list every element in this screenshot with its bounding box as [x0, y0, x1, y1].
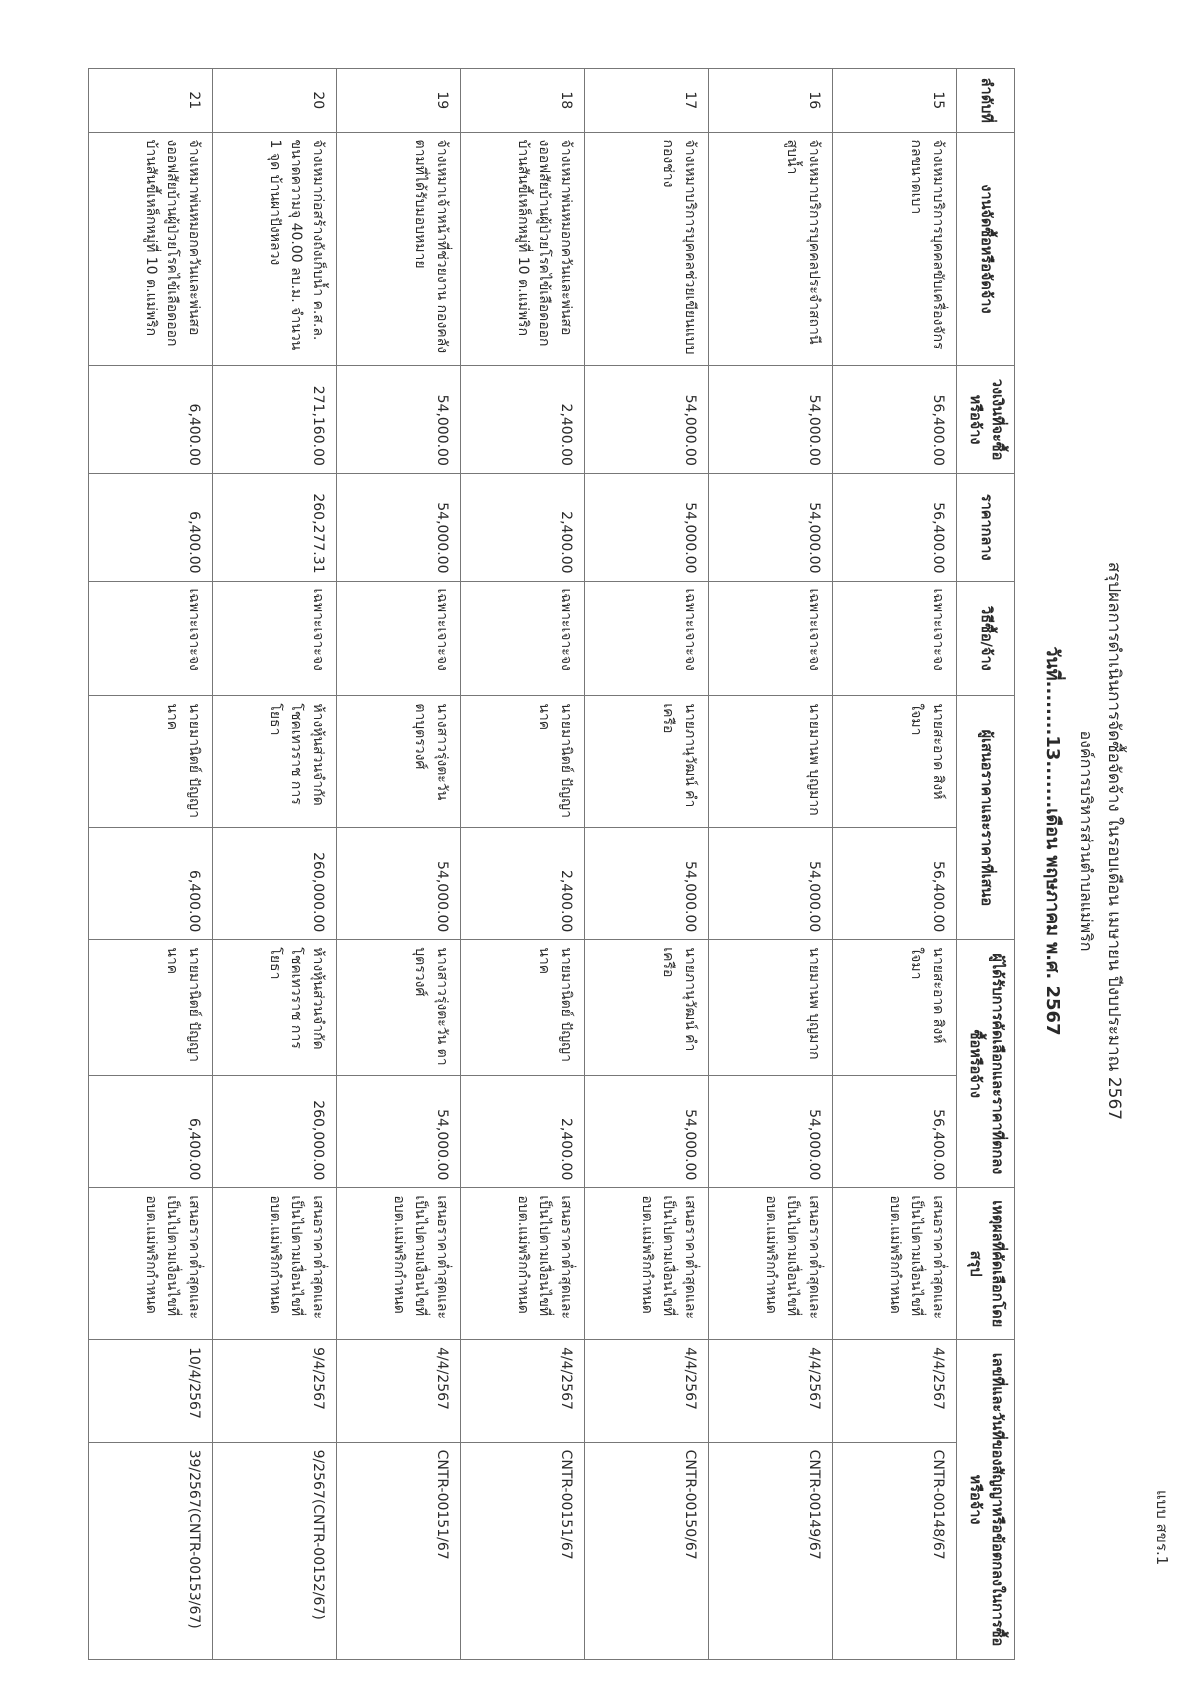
- row-median: 260,277.31: [213, 473, 337, 581]
- row-item: จ้างเหมาเจ้าหน้าที่ช่วยงาน กองคลัง ตามที่ได้รับมอบหมาย: [337, 132, 461, 366]
- table-row: [709, 69, 833, 1660]
- table-header-row: [957, 69, 1015, 1660]
- row-bidder-price: 54,000.00: [585, 827, 709, 940]
- row-method: เฉพาะเจาะจง: [709, 581, 833, 696]
- row-number: 15: [833, 69, 957, 133]
- row-contract-no: 39/2567(CNTR-00153/67): [89, 1442, 213, 1659]
- row-number: 17: [585, 69, 709, 133]
- row-number: 19: [337, 69, 461, 133]
- row-median: 54,000.00: [585, 473, 709, 581]
- report-date: วันที่........13.......เดือน พฤษภาคม พ.ศ. 2567: [1042, 646, 1063, 1036]
- row-median: 6,400.00: [89, 473, 213, 581]
- table-row: [585, 69, 709, 1660]
- row-contract-date: 4/4/2567: [461, 1340, 585, 1443]
- row-reason: เสนอราคาต่ำสุดและเป็นไปตามเงื่อนไขที่ อบต.แม่พริกกำหนด: [709, 1188, 833, 1340]
- row-contract-no: CNTR-00150/67: [585, 1442, 709, 1659]
- row-winner-name: ห้างหุ้นส่วนจำกัด โชคเทวราช การโยธา: [213, 940, 337, 1075]
- row-reason: เสนอราคาต่ำสุดและเป็นไปตามเงื่อนไขที่ อบต.แม่พริกกำหนด: [833, 1188, 957, 1340]
- header-winner: ผู้ได้รับการคัดเลือกและราคาที่ตกลงซื้อหรือจ้าง: [957, 940, 1015, 1188]
- row-method: เฉพาะเจาะจง: [213, 581, 337, 696]
- row-method: เฉพาะเจาะจง: [585, 581, 709, 696]
- header-no: ลำดับที่: [957, 69, 1015, 133]
- header-method: วิธีซื้อ/จ้าง: [957, 581, 1015, 696]
- row-contract-date: 10/4/2567: [89, 1340, 213, 1443]
- row-median: 54,000.00: [337, 473, 461, 581]
- header-budget: วงเงินที่จะซื้อหรือจ้าง: [957, 366, 1015, 474]
- row-number: 16: [709, 69, 833, 133]
- row-reason: เสนอราคาต่ำสุดและเป็นไปตามเงื่อนไขที่ อบต.แม่พริกกำหนด: [337, 1188, 461, 1340]
- row-budget: 56,400.00: [833, 366, 957, 474]
- row-contract-date: 4/4/2567: [337, 1340, 461, 1443]
- row-winner-name: นางสาวรุ่งตะวัน ตาบุตรวงศ์: [337, 940, 461, 1075]
- row-budget: 2,400.00: [461, 366, 585, 474]
- row-median: 56,400.00: [833, 473, 957, 581]
- row-winner-name: นายภานุวัฒน์ คำเครือ: [585, 940, 709, 1075]
- table-row: [213, 69, 337, 1660]
- row-contract-date: 4/4/2567: [585, 1340, 709, 1443]
- row-reason: เสนอราคาต่ำสุดและเป็นไปตามเงื่อนไขที่ อบต.แม่พริกกำหนด: [213, 1188, 337, 1340]
- procurement-table: [88, 68, 1015, 1660]
- row-bidder-name: นายมานิตย์ ปัญญานาค: [461, 696, 585, 827]
- row-bidder-name: นายมานพ บุญมาก: [709, 696, 833, 827]
- row-contract-date: 4/4/2567: [709, 1340, 833, 1443]
- row-bidder-name: ห้างหุ้นส่วนจำกัด โชคเทวราช การโยธา: [213, 696, 337, 827]
- row-contract-no: CNTR-00151/67: [461, 1442, 585, 1659]
- table-row: [337, 69, 461, 1660]
- header-contract: เลขที่และวันที่ของสัญญาหรือข้อตกลงในการซื้อหรือจ้าง: [957, 1340, 1015, 1660]
- row-item: จ้างเหมาบริการบุคคลช่วยเขียนแบบ กองช่าง: [585, 132, 709, 366]
- report-title: สรุปผลการดำเนินการจัดซื้อจัดจ้าง ในรอบเดือน เมษายน ปีงบประมาณ 2567: [1104, 561, 1124, 1121]
- row-number: 21: [89, 69, 213, 133]
- row-contract-date: 9/4/2567: [213, 1340, 337, 1443]
- row-winner-price: 2,400.00: [461, 1075, 585, 1188]
- row-winner-price: 54,000.00: [585, 1075, 709, 1188]
- row-item: จ้างเหมาพ่นหมอกควันและพ่นสองออฟสัยบ้านผู้ป่วยโรคไข้เลือดออกบ้านสันขี้เหล็กหมู่ที่ 10 ต.แม่พริก: [461, 132, 585, 366]
- row-winner-name: นายสะอาด สิงห์ใจมา: [833, 940, 957, 1075]
- row-bidder-name: นายภานุวัฒน์ คำเครือ: [585, 696, 709, 827]
- row-winner-price: 54,000.00: [709, 1075, 833, 1188]
- row-bidder-price: 54,000.00: [337, 827, 461, 940]
- row-number: 20: [213, 69, 337, 133]
- row-median: 2,400.00: [461, 473, 585, 581]
- row-winner-price: 260,000.00: [213, 1075, 337, 1188]
- row-bidder-name: นายมานิตย์ ปัญญานาค: [89, 696, 213, 827]
- row-winner-price: 6,400.00: [89, 1075, 213, 1188]
- table-row: [89, 69, 213, 1660]
- row-budget: 6,400.00: [89, 366, 213, 474]
- row-reason: เสนอราคาต่ำสุดและเป็นไปตามเงื่อนไขที่ อบต.แม่พริกกำหนด: [461, 1188, 585, 1340]
- row-contract-no: CNTR-00151/67: [337, 1442, 461, 1659]
- row-contract-date: 4/4/2567: [833, 1340, 957, 1443]
- row-bidder-price: 6,400.00: [89, 827, 213, 940]
- row-winner-name: นายมานิตย์ ปัญญานาค: [89, 940, 213, 1075]
- row-bidder-name: นางสาวรุ่งตะวัน ตาบุตรวงศ์: [337, 696, 461, 827]
- row-method: เฉพาะเจาะจง: [337, 581, 461, 696]
- header-bidders: ผู้เสนอราคาและราคาที่เสนอ: [957, 696, 1015, 940]
- table-row: [461, 69, 585, 1660]
- row-contract-no: CNTR-00149/67: [709, 1442, 833, 1659]
- organization-name: องค์การบริหารส่วนตำบลแม่พริก: [1077, 730, 1096, 952]
- row-bidder-price: 54,000.00: [709, 827, 833, 940]
- row-item: จ้างเหมาบริการบุคคลขับเครื่องจักรกลขนาดเบา: [833, 132, 957, 366]
- row-method: เฉพาะเจาะจง: [89, 581, 213, 696]
- row-winner-price: 54,000.00: [337, 1075, 461, 1188]
- table-row: [833, 69, 957, 1660]
- header-median: ราคากลาง: [957, 473, 1015, 581]
- row-winner-name: นายมานพ บุญมาก: [709, 940, 833, 1075]
- row-method: เฉพาะเจาะจง: [833, 581, 957, 696]
- row-budget: 271,160.00: [213, 366, 337, 474]
- row-budget: 54,000.00: [709, 366, 833, 474]
- form-code: แบบ สขร.1: [1153, 1490, 1171, 1566]
- row-contract-no: 9/2567(CNTR-00152/67): [213, 1442, 337, 1659]
- row-item: จ้างเหมาก่อสร้างถังเก็บน้ำ ค.ส.ล. ขนาดความจุ 40.00 ลบ.ม. จำนวน 1 จุด บ้านผาปังหลวง: [213, 132, 337, 366]
- row-bidder-price: 2,400.00: [461, 827, 585, 940]
- row-bidder-price: 260,000.00: [213, 827, 337, 940]
- row-winner-name: นายมานิตย์ ปัญญานาค: [461, 940, 585, 1075]
- row-contract-no: CNTR-00148/67: [833, 1442, 957, 1659]
- header-reason: เหตุผลที่คัดเลือกโดยสรุป: [957, 1188, 1015, 1340]
- row-bidder-price: 56,400.00: [833, 827, 957, 940]
- header-item: งานจัดซื้อหรือจัดจ้าง: [957, 132, 1015, 366]
- row-budget: 54,000.00: [337, 366, 461, 474]
- row-reason: เสนอราคาต่ำสุดและเป็นไปตามเงื่อนไขที่ อบต.แม่พริกกำหนด: [89, 1188, 213, 1340]
- row-median: 54,000.00: [709, 473, 833, 581]
- row-method: เฉพาะเจาะจง: [461, 581, 585, 696]
- row-reason: เสนอราคาต่ำสุดและเป็นไปตามเงื่อนไขที่ อบต.แม่พริกกำหนด: [585, 1188, 709, 1340]
- row-item: จ้างเหมาพ่นหมอกควันและพ่นสองออฟสัยบ้านผู้ป่วยโรคไข้เลือดออกบ้านสันขี้เหล็กหมู่ที่ 10 ต.แม่พริก: [89, 132, 213, 366]
- row-budget: 54,000.00: [585, 366, 709, 474]
- row-winner-price: 56,400.00: [833, 1075, 957, 1188]
- row-item: จ้างเหมาบริการบุคคลประจำสถานีสูบน้ำ: [709, 132, 833, 366]
- row-bidder-name: นายสะอาด สิงห์ใจมา: [833, 696, 957, 827]
- row-number: 18: [461, 69, 585, 133]
